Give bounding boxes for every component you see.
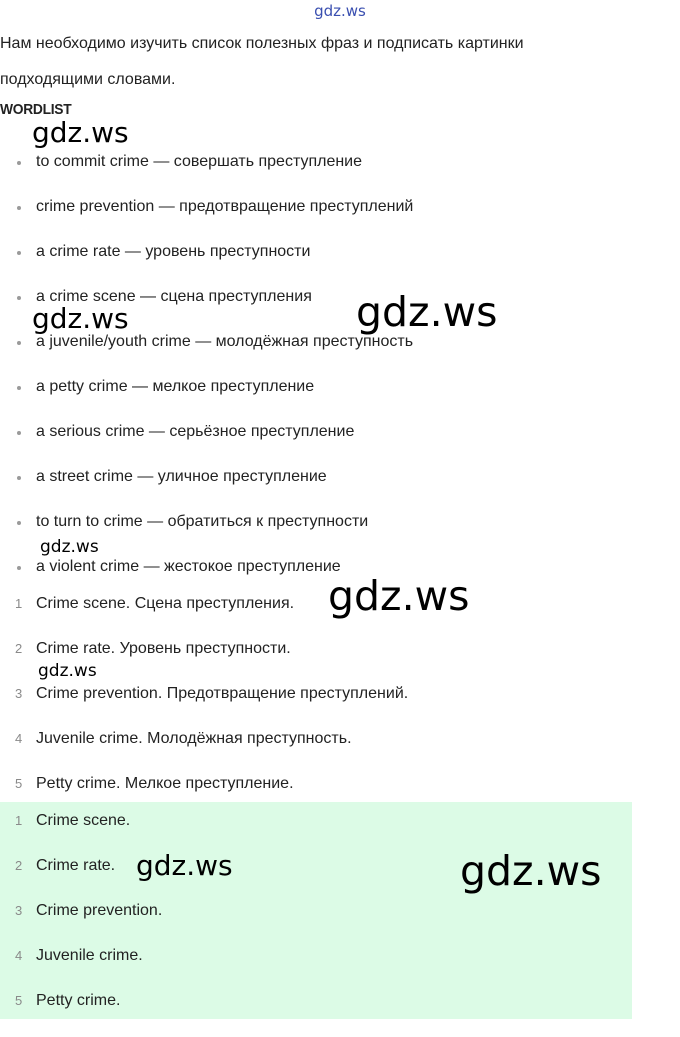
list-item (0, 423, 640, 468)
bullet-dot (17, 161, 21, 165)
bullet-dot (17, 341, 21, 345)
watermark: gdz.ws (460, 847, 602, 895)
item-number: 3 (15, 903, 23, 918)
bullet-dot (17, 386, 21, 390)
list-item-text: to turn to crime — обратиться к преступности (36, 513, 369, 530)
list-item-text: a petty crime — мелкое преступление (36, 378, 315, 395)
intro-line-2: подходящими словами. (0, 71, 176, 88)
list-item (0, 333, 640, 378)
list-item-text: to commit crime — совершать преступление (36, 153, 363, 170)
item-number: 4 (15, 731, 23, 746)
item-number: 5 (15, 776, 23, 791)
item-text: Crime scene. (36, 812, 131, 829)
numbered-item (0, 730, 640, 775)
item-text: Petty crime. Мелкое преступление. (36, 775, 294, 792)
wordlist (0, 153, 640, 603)
bullet-dot (17, 521, 21, 525)
watermark: gdz.ws (32, 116, 129, 149)
item-number: 1 (15, 813, 23, 828)
watermark: gdz.ws (38, 661, 97, 681)
watermark: gdz.ws (356, 288, 498, 336)
answer-list (0, 812, 640, 1037)
list-item-text: a violent crime — жестокое преступление (36, 558, 341, 575)
numbered-item (0, 685, 640, 730)
watermark: gdz.ws (40, 537, 99, 557)
item-text: Crime prevention. Предотвращение преступлений. (36, 685, 409, 702)
numbered-item (0, 947, 640, 992)
item-text: Juvenile crime. Молодёжная преступность. (36, 730, 352, 747)
item-number: 2 (15, 858, 23, 873)
bullet-dot (17, 566, 21, 570)
list-item-text: a serious crime — серьёзное преступление (36, 423, 355, 440)
intro-line-1: Нам необходимо изучить список полезных фраз и подписать картинки (0, 35, 524, 52)
list-item (0, 153, 640, 198)
list-item-text: a crime rate — уровень преступности (36, 243, 311, 260)
list-item (0, 378, 640, 423)
translation-list (0, 595, 640, 820)
item-number: 5 (15, 993, 23, 1008)
list-item-text: crime prevention — предотвращение преступлений (36, 198, 414, 215)
item-number: 2 (15, 641, 23, 656)
item-text: Crime prevention. (36, 902, 163, 919)
item-number: 3 (15, 686, 23, 701)
list-item-text: a street crime — уличное преступление (36, 468, 327, 485)
bullet-dot (17, 296, 21, 300)
item-number: 4 (15, 948, 23, 963)
watermark: gdz.ws (136, 849, 233, 882)
item-text: Crime rate. (36, 857, 116, 874)
bullet-dot (17, 476, 21, 480)
item-text: Crime rate. Уровень преступности. (36, 640, 291, 657)
item-text: Crime scene. Сцена преступления. (36, 595, 295, 612)
list-item (0, 468, 640, 513)
list-item-text: a juvenile/youth crime — молодёжная преступность (36, 333, 414, 350)
item-text: Petty crime. (36, 992, 121, 1009)
watermark: gdz.ws (32, 302, 129, 335)
item-text: Juvenile crime. (36, 947, 143, 964)
numbered-item (0, 992, 640, 1037)
top-watermark: gdz.ws (314, 2, 366, 20)
numbered-item (0, 595, 640, 640)
numbered-item (0, 902, 640, 947)
wordlist-heading: WORDLIST (0, 101, 72, 118)
bullet-dot (17, 251, 21, 255)
item-number: 1 (15, 596, 23, 611)
bullet-dot (17, 206, 21, 210)
list-item-text: a crime scene — сцена преступления (36, 288, 312, 305)
watermark: gdz.ws (328, 572, 470, 620)
bullet-dot (17, 431, 21, 435)
list-item (0, 243, 640, 288)
list-item (0, 198, 640, 243)
